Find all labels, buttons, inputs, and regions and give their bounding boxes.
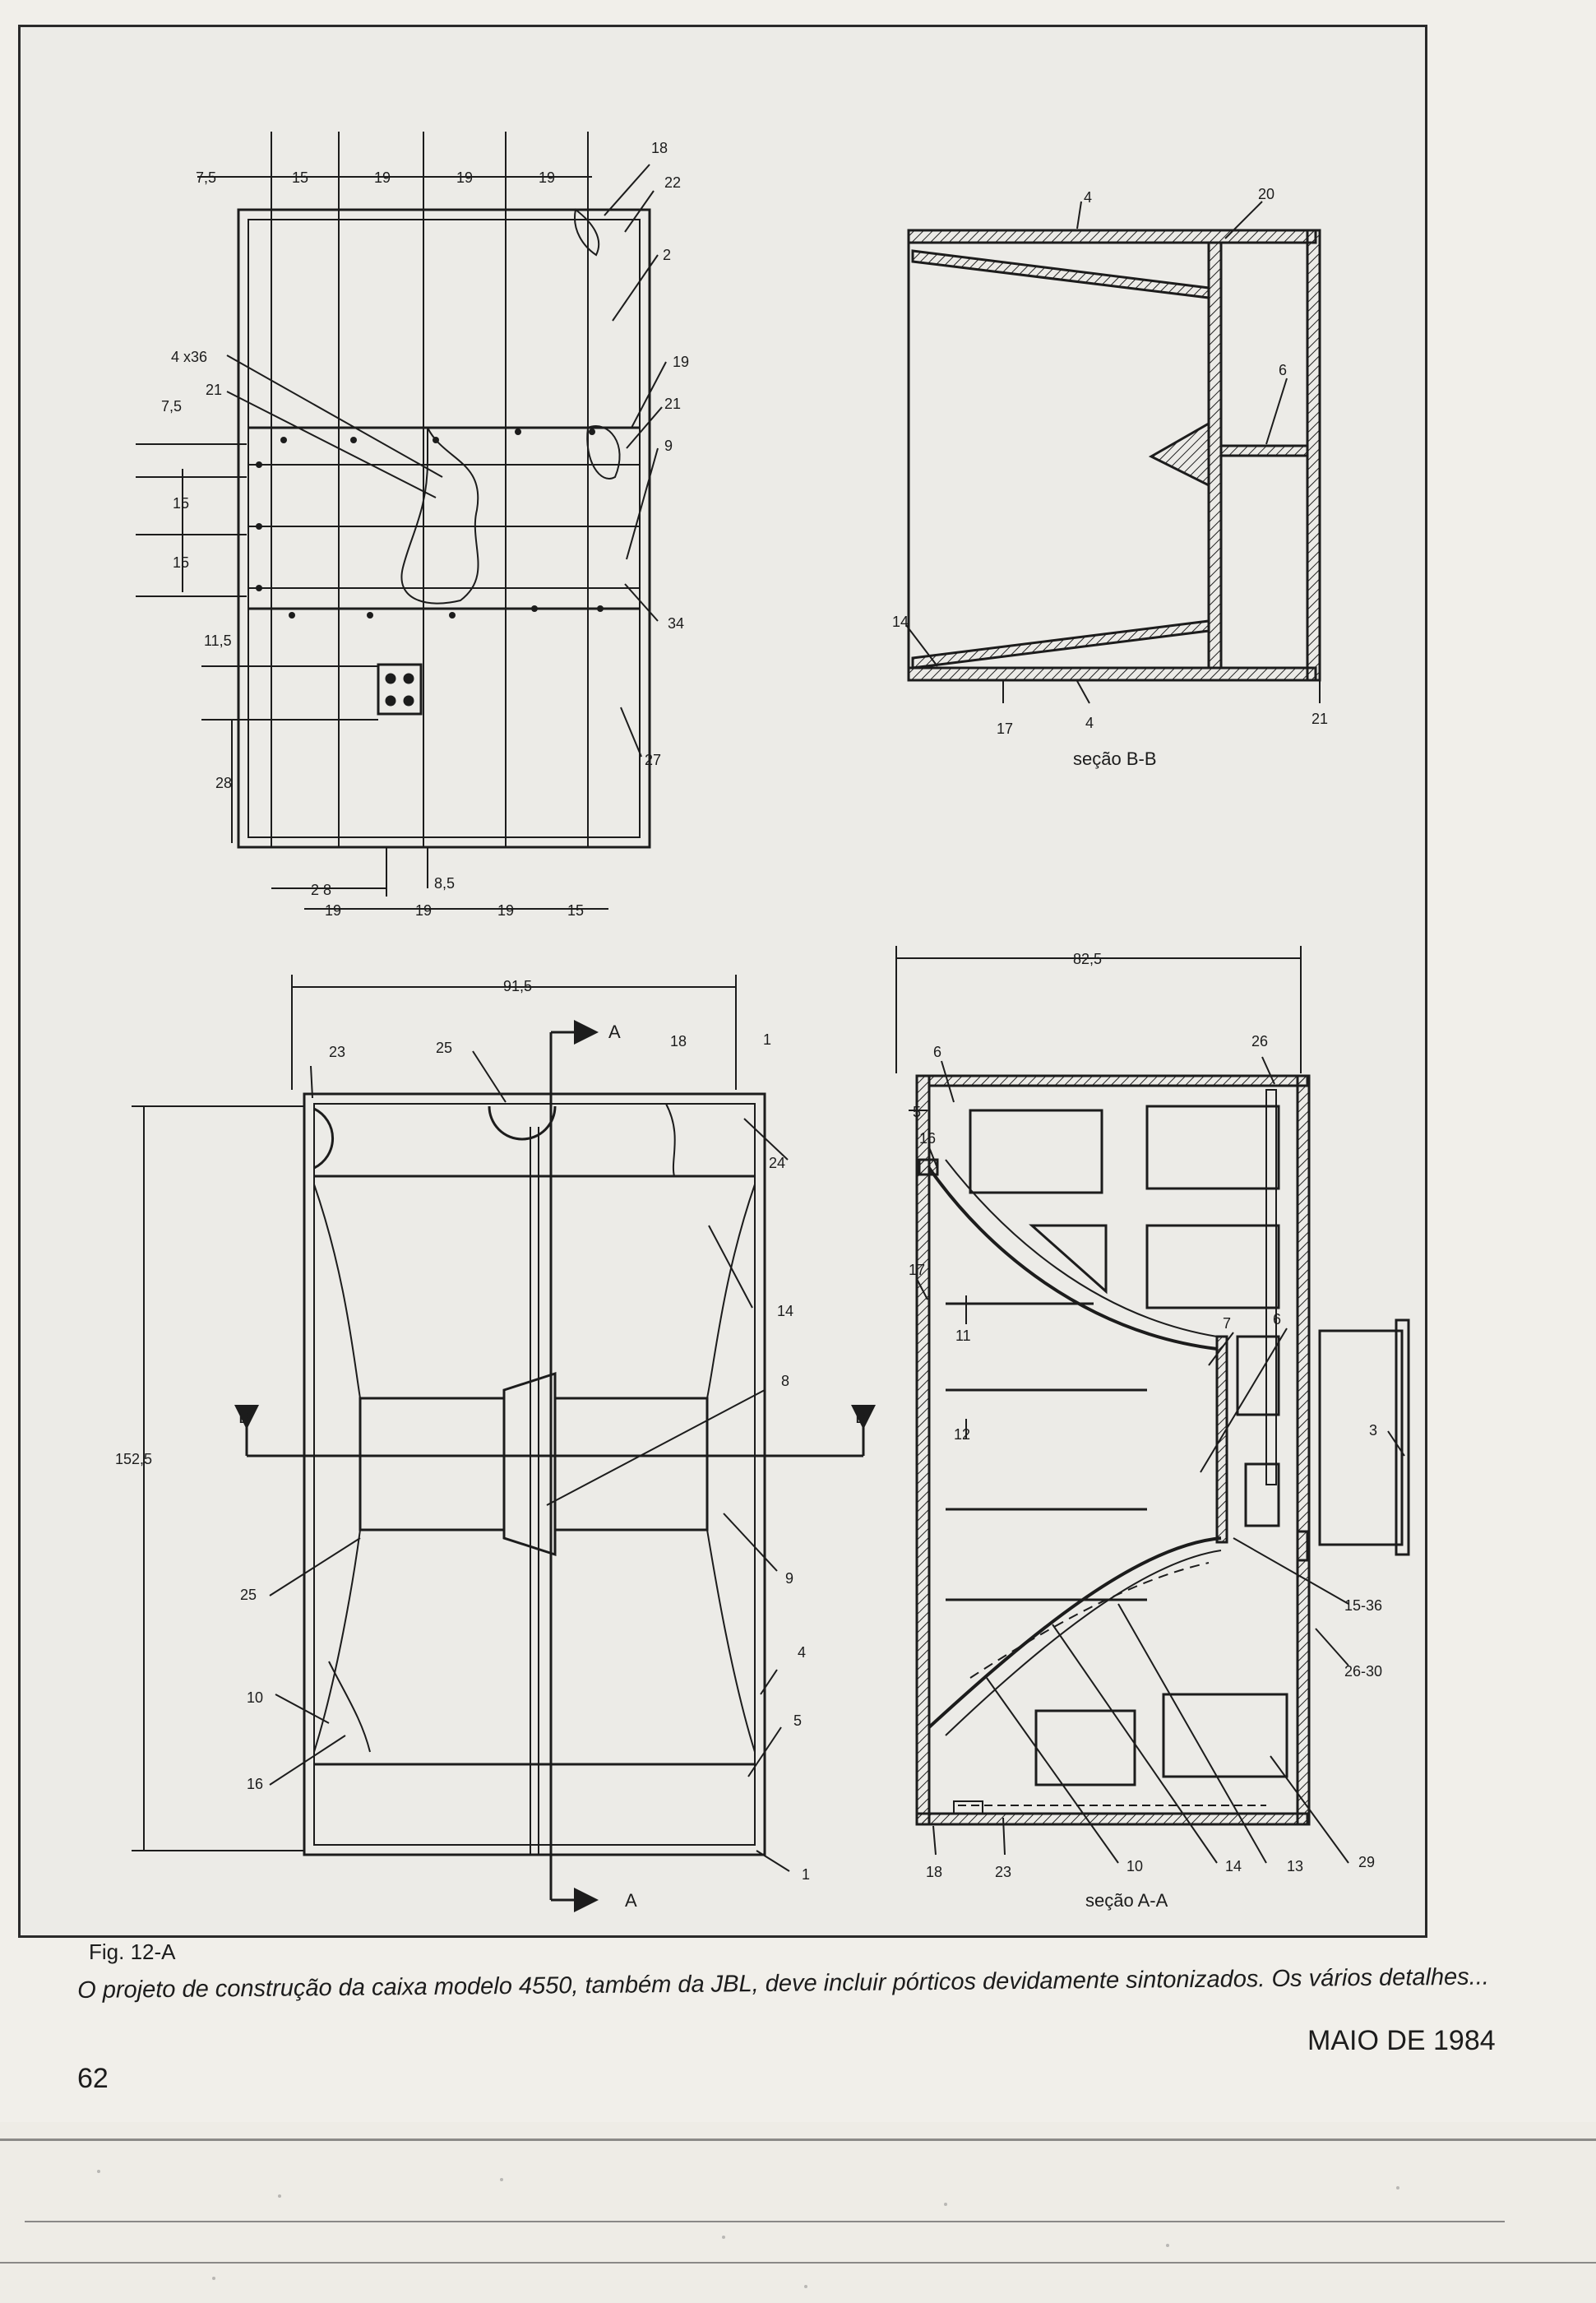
callout: 14 <box>892 614 909 630</box>
section-mark-a: A <box>625 1890 637 1911</box>
callout: 1 <box>802 1866 811 1883</box>
callout: 26 <box>1251 1033 1269 1050</box>
callout: 5 <box>793 1712 803 1729</box>
callout: 6 <box>1273 1311 1282 1328</box>
dim-top: 19 <box>374 169 391 186</box>
callout: 10 <box>1126 1858 1144 1874</box>
callout: 2 <box>663 247 672 263</box>
callout: 4 x36 <box>171 349 208 365</box>
callout: 34 <box>668 615 685 632</box>
figure-label: Fig. 12-A <box>89 1939 176 1964</box>
dim-height: 152,5 <box>115 1451 153 1467</box>
dim-bottom: 8,5 <box>434 875 456 892</box>
callout: 8 <box>781 1373 790 1389</box>
callout: 16 <box>919 1130 937 1147</box>
front-view-labels <box>161 140 689 919</box>
issue-date: MAIO DE 1984 <box>1307 2025 1496 2056</box>
plan-view <box>132 975 863 1900</box>
callout: 29 <box>1358 1854 1376 1870</box>
section-bb <box>906 202 1320 703</box>
callout: 11 <box>955 1328 971 1344</box>
callout: 3 <box>1369 1422 1378 1439</box>
callout: 4 <box>1084 189 1093 206</box>
dim-left: 15 <box>173 495 190 512</box>
callout: 23 <box>329 1044 346 1060</box>
callout: 10 <box>247 1689 264 1706</box>
section-mark-b: B <box>238 1406 251 1427</box>
callout: 25 <box>436 1040 453 1056</box>
callout: 14 <box>1225 1858 1242 1874</box>
callout: 26-30 <box>1344 1663 1383 1680</box>
dim-left: 11,5 <box>204 633 232 649</box>
callout: 6 <box>933 1044 942 1060</box>
callout: 13 <box>1287 1858 1304 1874</box>
callout: 12 <box>954 1426 971 1443</box>
dim-bottom: 2 8 <box>311 882 332 898</box>
dim-top: 7,5 <box>196 169 217 186</box>
section-mark-b: B <box>855 1406 867 1427</box>
dim-bottom: 19 <box>497 902 515 919</box>
callout: 17 <box>997 721 1014 737</box>
callout: 20 <box>1258 186 1275 202</box>
figure-caption: O projeto de construção da caixa modelo 4550, também da JBL, deve incluir pórticos devidamente sintonizados. Os vários detalhes... <box>77 1963 1490 2004</box>
page-number: 62 <box>77 2063 109 2094</box>
front-view <box>136 132 666 909</box>
section-mark-a: A <box>608 1022 621 1042</box>
callout: 25 <box>240 1587 257 1603</box>
callout: 17 <box>909 1262 926 1278</box>
section-bb-title: seção B-B <box>1073 748 1157 769</box>
callout: 21 <box>1311 711 1329 727</box>
callout: 18 <box>670 1033 687 1050</box>
dim-left: 28 <box>215 775 233 791</box>
dim-bottom: 15 <box>567 902 585 919</box>
dim-top: 19 <box>456 169 474 186</box>
dim-top: 15 <box>292 169 309 186</box>
callout: 18 <box>926 1864 943 1880</box>
callout: 5 <box>913 1104 922 1120</box>
callout: 15-36 <box>1344 1597 1383 1614</box>
callout: 19 <box>673 354 690 370</box>
callout: 4 <box>798 1644 807 1661</box>
callout: 9 <box>664 438 673 454</box>
scan-noise-strip <box>0 2122 1596 2303</box>
callout: 27 <box>645 752 662 768</box>
dim-left: 7,5 <box>161 398 183 415</box>
dim-top: 19 <box>539 169 556 186</box>
callout: 1 <box>763 1031 772 1048</box>
section-bb-labels <box>892 186 1328 769</box>
callout: 18 <box>651 140 668 156</box>
dim-bottom: 19 <box>325 902 342 919</box>
callout: 23 <box>995 1864 1012 1880</box>
callout: 7 <box>1223 1315 1232 1332</box>
section-aa-title: seção A-A <box>1085 1890 1168 1911</box>
callout: 21 <box>206 382 223 398</box>
dim-bottom: 19 <box>415 902 433 919</box>
section-aa <box>896 946 1409 1863</box>
dim-width: 91,5 <box>503 978 533 994</box>
callout: 24 <box>769 1155 786 1171</box>
callout: 14 <box>777 1303 794 1319</box>
callout: 4 <box>1085 715 1094 731</box>
callout: 22 <box>664 174 682 191</box>
callout: 21 <box>664 396 682 412</box>
callout: 6 <box>1279 362 1288 378</box>
callout: 16 <box>247 1776 264 1792</box>
dim-width: 82,5 <box>1073 951 1103 967</box>
callout: 9 <box>785 1570 794 1587</box>
section-aa-labels <box>909 951 1382 1911</box>
dim-left: 15 <box>173 554 190 571</box>
